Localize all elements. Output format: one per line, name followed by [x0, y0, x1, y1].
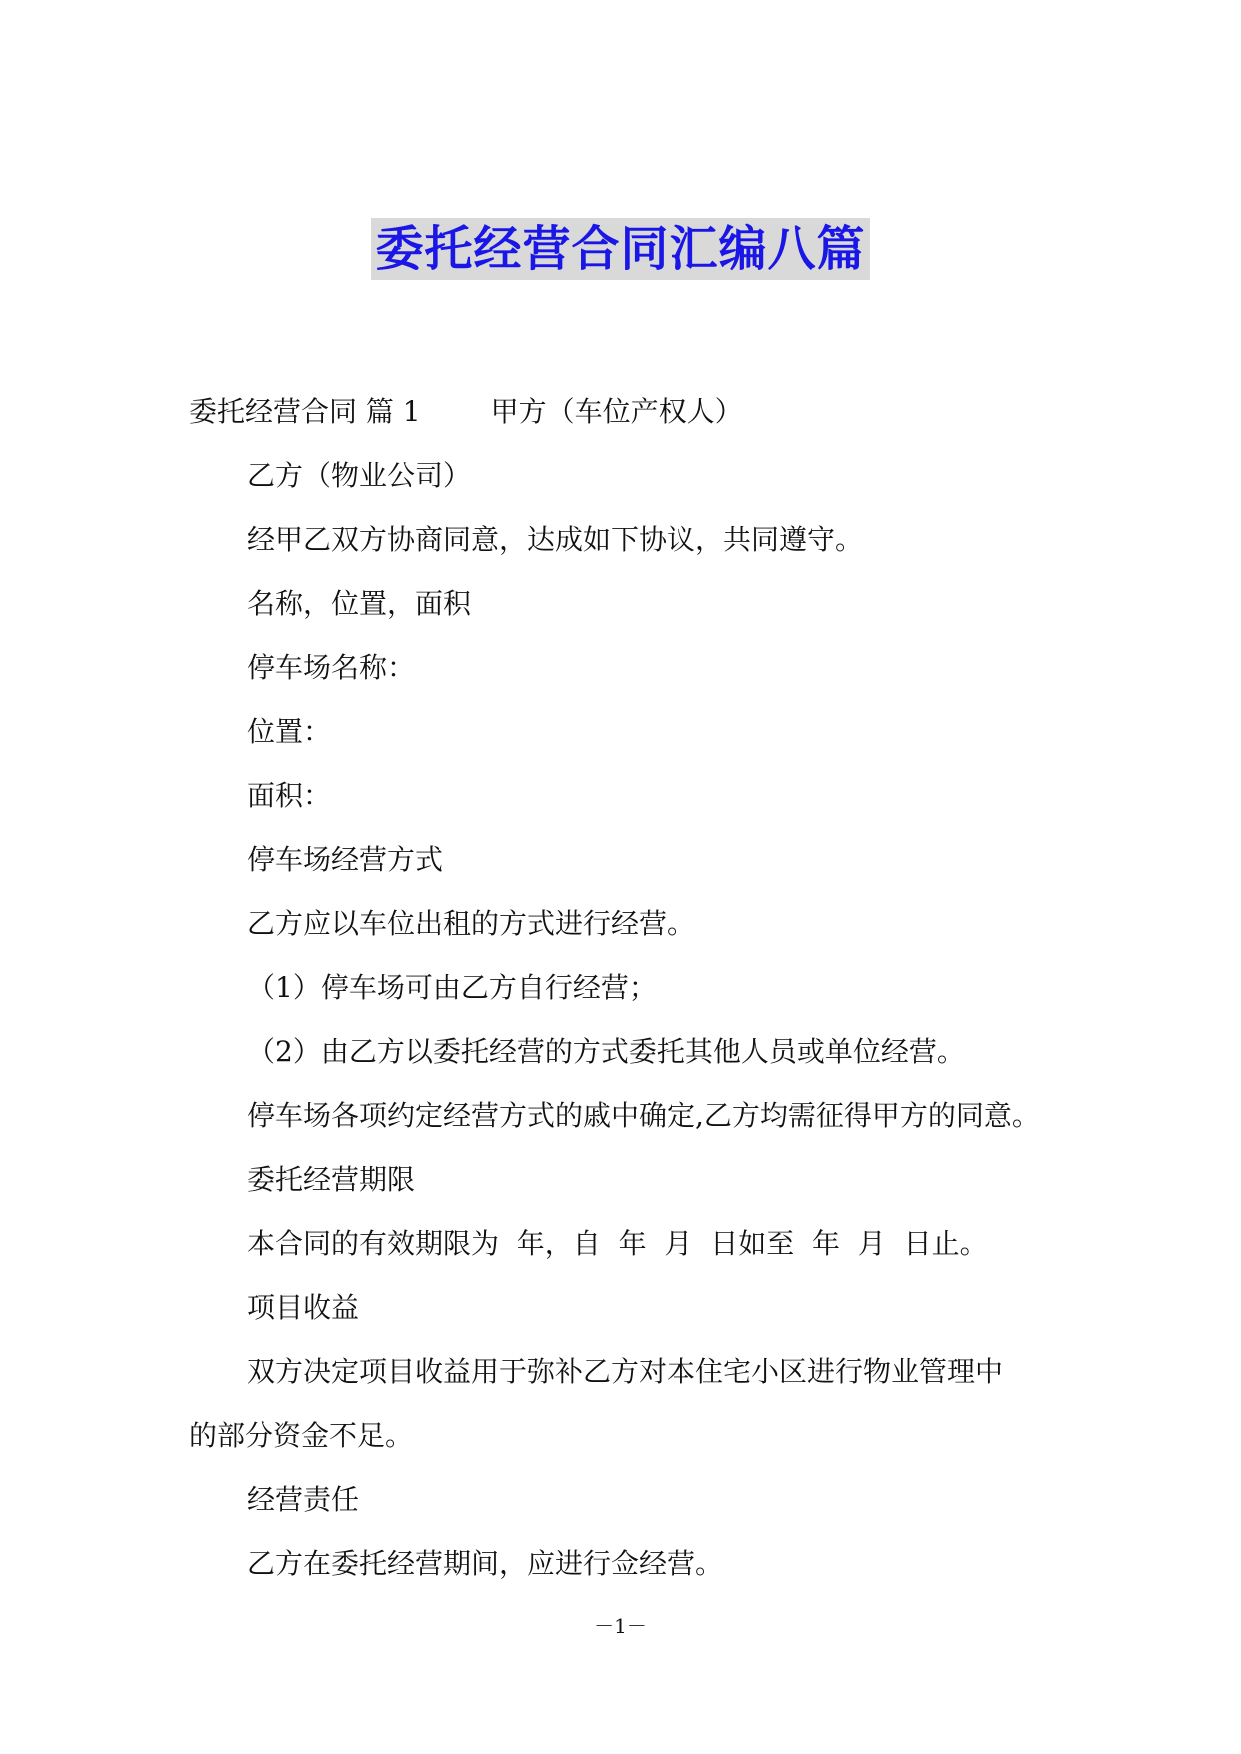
paragraph: 双方决定项目收益用于弥补乙方对本住宅小区进行物业管理中	[247, 1355, 1004, 1388]
paragraph: （1）停车场可由乙方自行经营；	[247, 971, 657, 1004]
paragraph: 经营责任	[247, 1483, 360, 1516]
paragraph: 停车场经营方式	[247, 843, 444, 876]
paragraph: 项目收益	[247, 1291, 360, 1324]
paragraph: 经甲乙双方协商同意，达成如下协议，共同遵守。	[247, 523, 864, 556]
paragraph: 位置：	[247, 715, 332, 748]
party-a-label: 甲方（车位产权人）	[490, 395, 743, 428]
first-line	[189, 392, 743, 432]
page-number: －1－	[594, 1614, 647, 1638]
paragraph: 本合同的有效期限为 年，自 年 月 日如至 年 月 日止。	[247, 1227, 988, 1260]
paragraph: 名称，位置，面积	[247, 587, 472, 620]
document-title: 委托经营合同汇编八篇	[371, 218, 869, 280]
paragraph: 乙方在委托经营期间，应进行佥经营。	[247, 1547, 724, 1580]
paragraph: 乙方应以车位出租的方式进行经营。	[247, 907, 696, 940]
paragraph: 乙方（物业公司）	[247, 459, 472, 492]
paragraph: 停车场各项约定经营方式的戚中确定,乙方均需征得甲方的同意。	[247, 1099, 1040, 1132]
paragraph: （2）由乙方以委托经营的方式委托其他人员或单位经营。	[247, 1035, 965, 1068]
paragraph: 面积：	[247, 779, 332, 812]
title-container	[0, 218, 1241, 280]
paragraph: 停车场名称：	[247, 651, 416, 684]
section-heading: 委托经营合同 篇 1	[189, 395, 421, 428]
paragraph-continuation: 的部分资金不足。	[189, 1419, 414, 1452]
paragraph: 委托经营期限	[247, 1163, 416, 1196]
